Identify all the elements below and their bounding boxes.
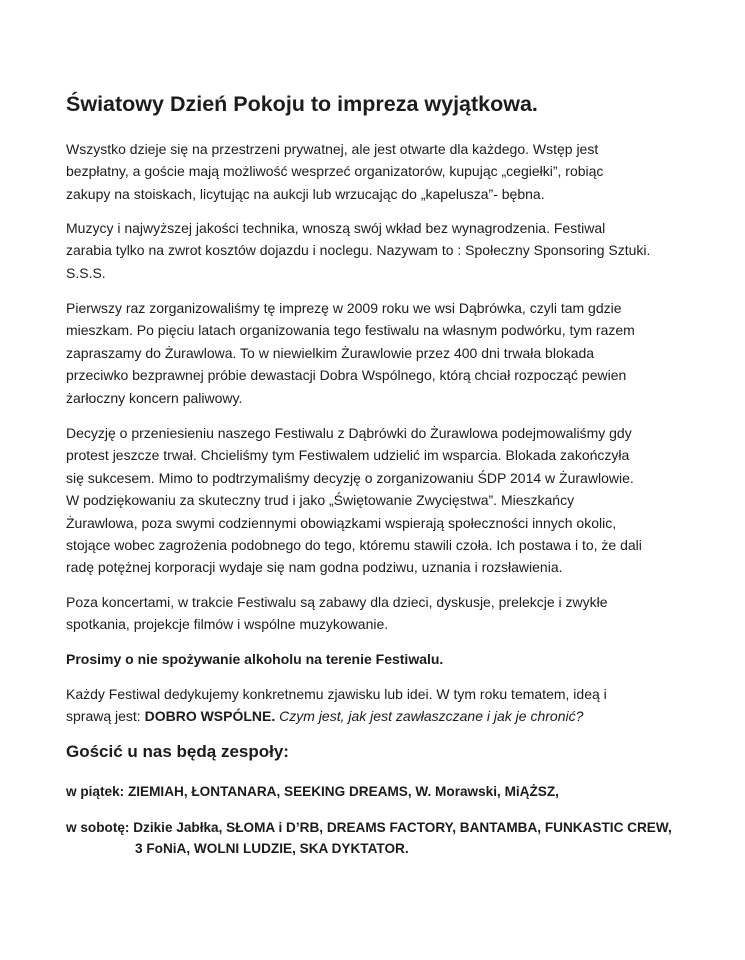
document-title: Światowy Dzień Pokoju to impreza wyjątkowa. [66, 92, 538, 116]
paragraph-line: radę potężnej korporacji wydaje się nam godna podziwu, uznania i rozsławienia. [66, 559, 563, 576]
theme-question: Czym jest, jak jest zawłaszczane i jak je chronić? [275, 708, 584, 725]
paragraph-line: Żurawlowa, poza swymi codziennymi obowiązkami wspierają społeczności innych okolic, [66, 514, 617, 531]
paragraph-entry-info [66, 138, 676, 205]
paragraph-line: żarłoczny koncern paliwowy. [66, 389, 243, 406]
lineup-friday: w piątek: ZIEMIAH, ŁONTANARA, SEEKING DREAMS, W. Morawski, MiĄŻSZ, [66, 784, 559, 799]
paragraph-history [66, 297, 676, 409]
paragraph-line [66, 705, 676, 727]
paragraph-line: Prosimy o nie spożywanie alkoholu na terenie Festiwalu. [66, 651, 444, 667]
bands-heading: Gościć u nas będą zespoły: [66, 742, 289, 761]
paragraph-line: Decyzję o przeniesieniu naszego Festiwalu z Dąbrówki do Żurawlowa podejmowaliśmy gdy [66, 425, 632, 441]
lineup-saturday: w sobotę: Dzikie Jabłka, SŁOMA i D’RB, DREAMS FACTORY, BANTAMBA, FUNKASTIC CREW, [66, 820, 672, 835]
paragraph-activities [66, 591, 676, 636]
paragraph-line: Poza koncertami, w trakcie Festiwalu są zabawy dla dzieci, dyskusje, prelekcje i zwykłe [66, 594, 608, 610]
paragraph-line: protest jeszcze trwał. Chcieliśmy tym Festiwalem udzielić im wsparcia. Blokada zakończyła [66, 447, 630, 464]
paragraph-line: zakupy na stoiskach, licytując na aukcji lub wrzucając do „kapelusza”- bębna. [66, 185, 545, 202]
paragraph-line: S.S.S. [66, 264, 106, 281]
paragraph-line: zapraszamy do Żurawlowa. To w niewielkim Żurawlowie przez 400 dni trwała blokada [66, 344, 595, 361]
theme-prefix: sprawą jest: [66, 708, 145, 725]
paragraph-line: stojące wobec zagrożenia podobnego do tego, któremu stawili czoła. Ich postawa i to, że dali [66, 537, 642, 554]
paragraph-line: bezpłatny, a goście mają możliwość wesprzeć organizatorów, kupując „cegiełki”, robiąc [66, 163, 604, 180]
paragraph-line: przeciwko bezprawnej próbie dewastacji Dobra Wspólnego, którą chciał rozpocząć pewien [66, 367, 627, 384]
paragraph-sponsoring [66, 217, 676, 284]
paragraph-line: Pierwszy raz zorganizowaliśmy tę imprezę w 2009 roku we wsi Dąbrówka, czyli tam gdzie [66, 300, 622, 316]
paragraph-decision [66, 422, 676, 579]
lineup-saturday-continued: 3 FoNiA, WOLNI LUDZIE, SKA DYKTATOR. [135, 841, 409, 856]
paragraph-line: W podziękowaniu za skuteczny trud i jako „Świętowanie Zwycięstwa”. Mieszkańcy [66, 492, 575, 509]
paragraph-line: Muzycy i najwyższej jakości technika, wnoszą swój wkład bez wynagrodzenia. Festiwal [66, 220, 606, 236]
paragraph-line: spotkania, projekcje filmów i wspólne muzykowanie. [66, 616, 389, 633]
paragraph-line: Wszystko dzieje się na przestrzeni prywatnej, ale jest otwarte dla każdego. Wstęp jest [66, 141, 599, 157]
paragraph-theme [66, 683, 676, 728]
theme-name: DOBRO WSPÓLNE. [144, 708, 276, 725]
paragraph-alcohol-notice [66, 648, 676, 670]
paragraph-line: Każdy Festiwal dedykujemy konkretnemu zjawisku lub idei. W tym roku tematem, ideą i [66, 686, 607, 702]
paragraph-line: się sukcesem. Mimo to podtrzymaliśmy decyzję o zorganizowaniu ŚDP 2014 w Żurawlowie. [66, 469, 634, 486]
paragraph-line: zarabia tylko na zwrot kosztów dojazdu i noclegu. Nazywam to : Społeczny Sponsoring Sztuki. [66, 242, 651, 259]
paragraph-line: mieszkam. Po pięciu latach organizowania tego festiwalu na własnym podwórku, tym razem [66, 322, 635, 339]
